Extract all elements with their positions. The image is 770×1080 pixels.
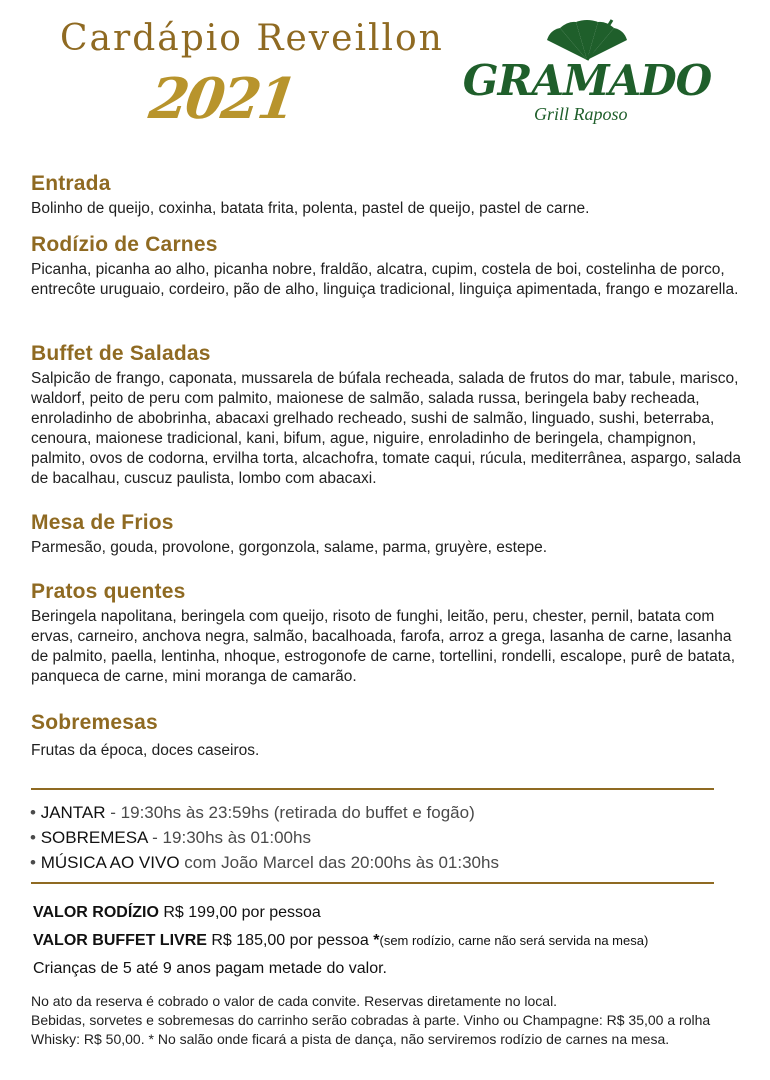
schedule-text: - 19:30hs às 01:00hs [147, 828, 311, 847]
section-title: Entrada [31, 172, 111, 195]
menu-year: 2021 [145, 66, 299, 132]
schedule-item: • SOBREMESA - 19:30hs às 01:00hs [30, 828, 311, 847]
section-text: Picanha, picanha ao alho, picanha nobre, fraldão, alcatra, cupim, costela de boi, costelinha de porco, entrecôte uruguaio, cordeiro, pão de alho, linguiça tradicional, linguiça apimentada, frango e mozarella. [31, 261, 739, 298]
section-title: Pratos quentes [31, 580, 186, 603]
price-buffet [33, 932, 753, 950]
schedule-text: com João Marcel das 20:00hs às 01:30hs [179, 853, 499, 872]
section-title: Buffet de Saladas [31, 342, 211, 365]
section-rodizio [31, 233, 743, 300]
price-note: (sem rodízio, carne não será servida na mesa) [379, 933, 649, 948]
section-title: Rodízio de Carnes [31, 233, 218, 256]
logo-subtitle: Grill Raposo [534, 104, 628, 124]
section-pratos-quentes [31, 580, 743, 687]
schedule-item: • JANTAR - 19:30hs às 23:59hs (retirada do buffet e fogão) [30, 803, 475, 822]
section-frios [31, 511, 743, 558]
menu-title: Cardápio Reveillon [60, 18, 444, 59]
logo-wordmark: GRAMADO [462, 56, 712, 105]
section-text: Frutas da época, doces caseiros. [31, 742, 260, 759]
section-text: Beringela napolitana, beringela com queijo, risoto de funghi, leitão, peru, chester, pernil, batata com ervas, carneiro, anchova negra, salmão, bacalhoada, farofa, arroz a grega, lasanha de carne, lasanha de palmito, paella, lentinha, nhoque, estrogonofe de carne, tortellini, rondelli, escalope, purê de batata, panqueca de carne, mini moranga de camarão. [31, 608, 736, 685]
section-saladas [31, 342, 743, 489]
price-asterisk: * [373, 932, 380, 949]
section-title: Mesa de Frios [31, 511, 174, 534]
price-label: VALOR RODÍZIO [33, 904, 159, 921]
schedule-text: - 19:30hs às 23:59hs (retirada do buffet e fogão) [105, 803, 475, 822]
price-rodizio [33, 904, 753, 922]
section-entrada [31, 172, 743, 219]
schedule-label: MÚSICA AO VIVO [40, 853, 180, 872]
section-text: Salpicão de frango, caponata, mussarela de búfala recheada, salada de frutos do mar, tabule, marisco, waldorf, peito de peru com palmito, maionese de salmão, salada russa, beringela baby recheada, enroladinho de abobrinha, abacaxi grelhado recheado, sushi de salmão, linguado, sushi, beterraba, cenoura, maionese tradicional, kani, bifum, ague, niguire, enroladinho de beringela, champignon, palmito, ovos de codorna, ervilha torta, alcachofra, tomate caqui, rúcula, mediterrânea, aspargo, salada de bacalhau, cuscuz paulista, lombo com abacaxi. [31, 370, 741, 487]
section-text: Bolinho de queijo, coxinha, batata frita, polenta, pastel de queijo, pastel de carne. [31, 200, 590, 217]
section-title: Sobremesas [31, 711, 158, 734]
price-value: R$ 199,00 por pessoa [158, 904, 321, 921]
schedule-label: SOBREMESA [40, 828, 148, 847]
divider [31, 882, 714, 884]
children-price-note: Crianças de 5 até 9 anos pagam metade do valor. [33, 960, 387, 977]
schedule-label: JANTAR [40, 803, 106, 822]
price-value: R$ 185,00 por pessoa [206, 932, 374, 949]
divider [31, 788, 714, 790]
schedule-item: • MÚSICA AO VIVO com João Marcel das 20:00hs às 01:30hs [30, 853, 499, 872]
section-text: Parmesão, gouda, provolone, gorgonzola, salame, parma, gruyère, estepe. [31, 539, 548, 556]
restaurant-logo [462, 18, 712, 133]
footer-line: No ato da reserva é cobrado o valor de cada convite. Reservas diretamente no local. [31, 993, 558, 1009]
price-label: VALOR BUFFET LIVRE [33, 932, 207, 949]
footer-line: Bebidas, sorvetes e sobremesas do carrinho serão cobradas à parte. Vinho ou Champagne: R$ 35,00 a rolha [31, 1012, 711, 1028]
footer-line: Whisky: R$ 50,00. * No salão onde ficará a pista de dança, não serviremos rodízio de carnes na mesa. [31, 1031, 670, 1047]
schedule-list [30, 800, 730, 875]
footer-notes [31, 992, 756, 1049]
section-sobremesas [31, 711, 743, 761]
